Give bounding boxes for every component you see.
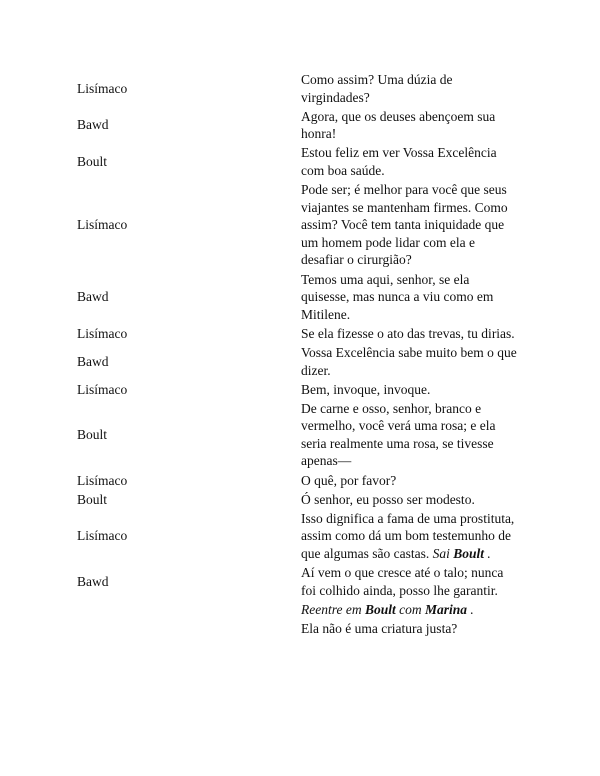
- stage-direction-exit: [433, 546, 491, 561]
- dialogue-row-9: [77, 400, 537, 470]
- dialogue-line: O quê, por favor?: [301, 472, 397, 488]
- speaker-name: Bawd: [77, 117, 109, 133]
- dialogue-line: Ela não é uma criatura justa?: [301, 620, 458, 636]
- speaker-name: Lisímaco: [77, 472, 128, 488]
- dialogue-row-11: [77, 491, 537, 509]
- stage-prefix: Reentre em: [301, 601, 362, 617]
- dialogue-line: Temos uma aqui, senhor, se ela quisesse, mas nunca a viu como em Mitilene.: [301, 271, 494, 322]
- final-row: [77, 620, 537, 638]
- dialogue-row-5: [77, 271, 537, 324]
- dialogue-line: Ó senhor, eu posso ser modesto.: [301, 491, 475, 507]
- stage-direction-enter: [301, 601, 521, 619]
- dialogue-row-1: [77, 71, 537, 106]
- dialogue-row-10: [77, 472, 537, 490]
- speaker-name: Lisímaco: [77, 80, 128, 96]
- dialogue-line: Bem, invoque, invoque.: [301, 381, 431, 397]
- dialogue-line: De carne e osso, senhor, branco e vermelho, você verá uma rosa; e ela seria realmente uma rosa, se tivesse apenas—: [301, 400, 496, 469]
- dialogue-line: Agora, que os deuses abençoem sua honra!: [301, 108, 496, 142]
- dialogue-line: [301, 510, 521, 563]
- stage-punctuation: .: [487, 545, 491, 561]
- dialogue-row-4: [77, 181, 537, 269]
- stage-verb: Sai: [432, 545, 450, 561]
- speaker-name: Bawd: [77, 289, 109, 305]
- stage-middle: com: [399, 601, 422, 617]
- dialogue-row-3: [77, 144, 537, 179]
- speaker-name: Lisímaco: [77, 381, 128, 397]
- dialogue-line: Aí vem o que cresce até o talo; nunca foi colhido ainda, posso lhe garantir.: [301, 565, 504, 598]
- speaker-name: Lisímaco: [77, 528, 128, 544]
- dialogue-row-13: [77, 564, 537, 599]
- stage-character-1: Boult: [364, 601, 396, 617]
- stage-suffix: .: [470, 601, 474, 617]
- dialogue-row-12: [77, 510, 537, 563]
- speaker-name: Boult: [77, 491, 108, 507]
- dialogue-row-2: [77, 108, 537, 143]
- speaker-name: Bawd: [77, 573, 109, 589]
- dialogue-line: Pode ser; é melhor para você que seus viajantes se mantenham firmes. Como assim? Você tem tanta iniquidade que um homem pode lidar com ela e desafiar o cirurgião?: [301, 182, 508, 268]
- dialogue-row-7: [77, 344, 537, 379]
- speaker-name: Boult: [77, 154, 108, 170]
- script-table: [77, 71, 537, 639]
- stage-character: Boult: [453, 545, 484, 561]
- dialogue-line: Vossa Excelência sabe muito bem o que dizer.: [301, 344, 517, 378]
- stage-direction-row: [77, 601, 537, 619]
- dialogue-line: Estou feliz em ver Vossa Excelência com boa saúde.: [301, 145, 497, 178]
- stage-character-2: Marina: [424, 601, 468, 617]
- speaker-name: Lisímaco: [77, 325, 128, 341]
- dialogue-line: Como assim? Uma dúzia de virgindades?: [301, 72, 453, 105]
- dialogue-row-8: [77, 381, 537, 399]
- dialogue-line: Se ela fizesse o ato das trevas, tu dirias.: [301, 325, 515, 341]
- speaker-name: Boult: [77, 427, 108, 443]
- dialogue-text: Isso dignifica a fama de uma prostituta, assim como dá um bom testemunho de que algumas são castas.: [301, 510, 515, 561]
- speaker-name: Bawd: [77, 353, 109, 369]
- dialogue-row-6: [77, 325, 537, 343]
- speaker-name: Lisímaco: [77, 217, 128, 233]
